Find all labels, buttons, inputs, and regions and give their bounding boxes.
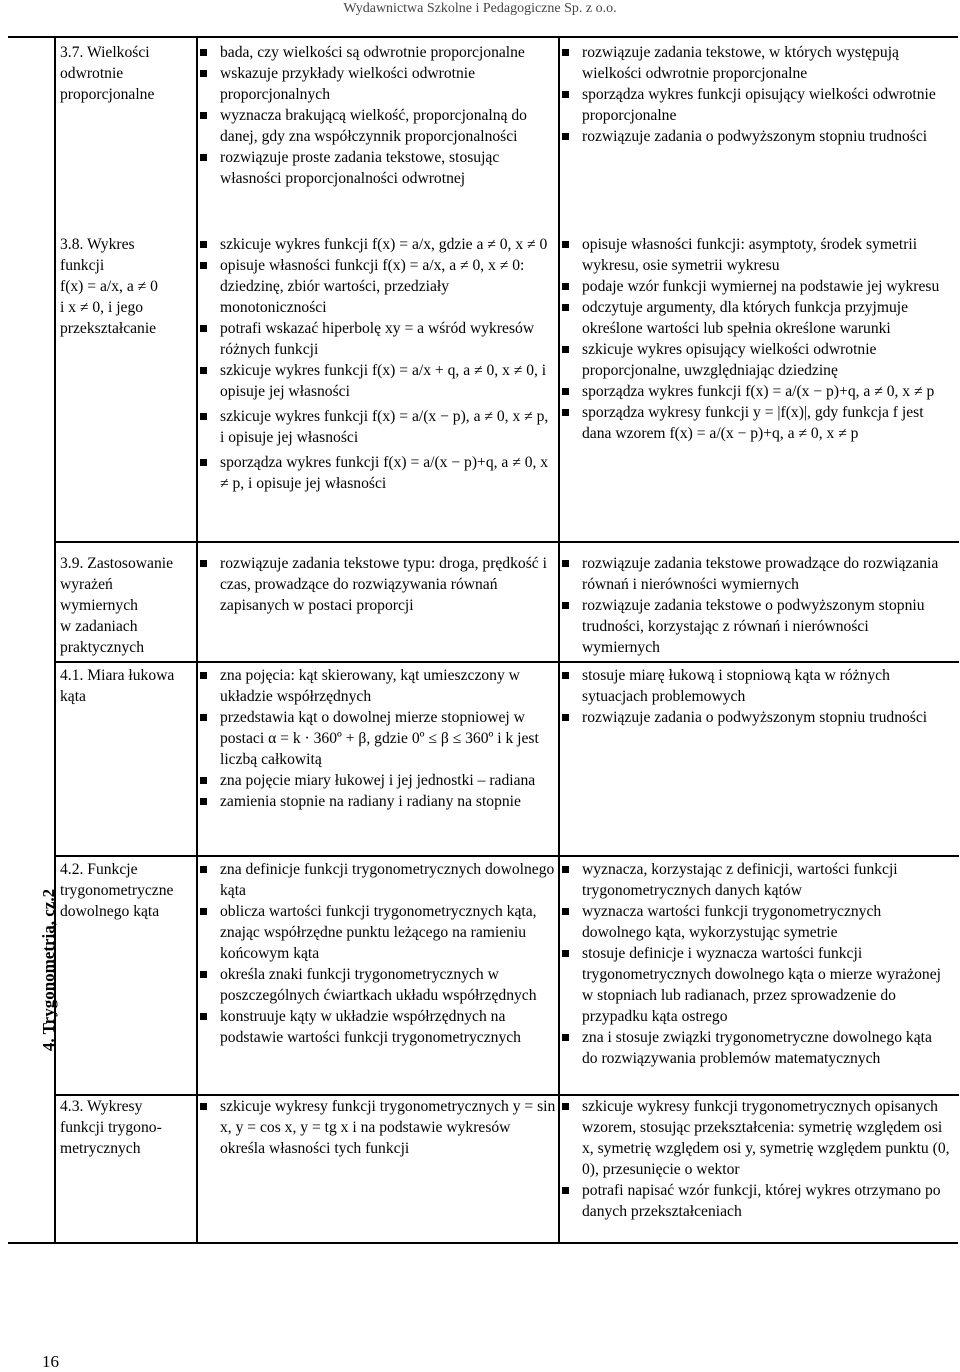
topic-line: w zadaniach	[60, 618, 138, 635]
requirement-item: opisuje własności funkcji f(x) = a/x, a ≠ 0, x ≠ 0: dziedzinę, zbiór wartości, przedziały monotoniczności	[198, 255, 556, 318]
topic-line: f(x) = a/x, a ≠ 0	[60, 278, 158, 295]
requirement-item: szkicuje wykres opisujący wielkości odwrotnie proporcjonalne, uwzględniając dziedzinę	[560, 339, 950, 381]
requirement-item: wyznacza, korzystając z definicji, wartości funkcji trygonometrycznych danych kątów	[560, 859, 950, 901]
requirement-item: rozwiązuje zadania tekstowe, w których występują wielkości odwrotnie proporcjonalne	[560, 42, 950, 84]
topic-line: wymiernych	[60, 597, 138, 614]
requirement-item: przedstawia kąt o dowolnej mierze stopniowej w postaci α = k · 360º + β, gdzie 0º ≤ β ≤ 360º i k jest liczbą całkowitą	[198, 707, 556, 770]
extended-requirements-cell	[560, 859, 950, 1069]
topic-line: funkcji	[60, 257, 105, 274]
topic-cell	[60, 1096, 196, 1159]
requirement-item: rozwiązuje zadania tekstowe typu: droga, prędkość i czas, prowadzące do rozwiązywania równań zapisanych w postaci proporcji	[198, 553, 556, 616]
requirement-item: sporządza wykres funkcji f(x) = a/(x − p)+q, a ≠ 0, x ≠ p	[560, 381, 950, 402]
requirement-item: sporządza wykres funkcji opisujący wielkości odwrotnie proporcjonalne	[560, 84, 950, 126]
topic-line: 3.7. Wielkości	[60, 44, 150, 61]
requirement-item: podaje wzór funkcji wymiernej na podstawie jej wykresu	[560, 276, 950, 297]
topic-line: 3.8. Wykres	[60, 236, 135, 253]
requirement-item: szkicuje wykres funkcji f(x) = a/x, gdzie a ≠ 0, x ≠ 0	[198, 234, 556, 255]
topic-cell	[60, 665, 196, 707]
requirement-item: rozwiązuje zadania tekstowe o podwyższonym stopniu trudności, korzystając z równań i nierówności wymiernych	[560, 595, 950, 658]
basic-requirements-cell	[198, 42, 556, 189]
requirement-item: szkicuje wykres funkcji f(x) = a/x + q, a ≠ 0, x ≠ 0, i opisuje jej własności	[198, 360, 556, 402]
topic-line: 4.1. Miara łukowa	[60, 667, 175, 684]
topic-line: funkcji trygono-	[60, 1119, 162, 1136]
requirement-item: sporządza wykres funkcji f(x) = a/(x − p)+q, a ≠ 0, x ≠ p, i opisuje jej własności	[198, 452, 556, 494]
topic-line: 4.3. Wykresy	[60, 1098, 143, 1115]
basic-requirements-cell	[198, 665, 556, 812]
requirement-item: rozwiązuje zadania o podwyższonym stopniu trudności	[560, 707, 950, 728]
topic-cell	[60, 553, 196, 658]
requirement-item: potrafi wskazać hiperbolę xy = a wśród wykresów różnych funkcji	[198, 318, 556, 360]
extended-requirements-cell	[560, 1096, 950, 1222]
row-separator	[54, 661, 959, 663]
requirement-item: zna pojęcie miary łukowej i jej jednostki – radiana	[198, 770, 556, 791]
section-label: 4. Trygonometria, cz.2	[39, 888, 58, 1052]
requirement-item: opisuje własności funkcji: asymptoty, środek symetrii wykresu, osie symetrii wykresu	[560, 234, 950, 276]
page-number: 16	[42, 1352, 59, 1371]
extended-requirements-cell	[560, 553, 950, 658]
requirement-item: sporządza wykresy funkcji y = |f(x)|, gdy funkcja f jest dana wzorem f(x) = a/(x − p)+q, a ≠ 0, x ≠ p	[560, 402, 950, 444]
requirement-item: szkicuje wykresy funkcji trygonometrycznych opisanych wzorem, stosując przekształcenia: symetrię względem osi x, symetrię względem osi y, symetrię względem punktu (0, 0), przesunięcie o wektor	[560, 1096, 950, 1180]
requirement-item: wskazuje przykłady wielkości odwrotnie proporcjonalnych	[198, 63, 556, 105]
extended-requirements-cell	[560, 234, 950, 444]
topic-line: kąta	[60, 688, 86, 705]
topic-line: przekształcanie	[60, 320, 157, 337]
topic-line: odwrotnie	[60, 65, 124, 82]
publisher-header: Wydawnictwa Szkolne i Pedagogiczne Sp. z o.o.	[343, 1, 617, 16]
requirement-item: rozwiązuje zadania tekstowe prowadzące do rozwiązania równań i nierówności wymiernych	[560, 553, 950, 595]
requirement-item: zna i stosuje związki trygonometryczne dowolnego kąta do rozwiązywania problemów matematycznych	[560, 1027, 950, 1069]
requirement-item: szkicuje wykresy funkcji trygonometrycznych y = sin x, y = cos x, y = tg x i na podstawie wykresów określa własności tych funkcji	[198, 1096, 556, 1159]
topic-line: praktycznych	[60, 639, 144, 656]
requirement-item: bada, czy wielkości są odwrotnie proporcjonalne	[198, 42, 556, 63]
extended-requirements-cell	[560, 42, 950, 147]
topic-line: dowolnego kąta	[60, 903, 160, 920]
requirement-item: określa znaki funkcji trygonometrycznych w poszczególnych ćwiartkach układu współrzędnych	[198, 964, 556, 1006]
topic-line: trygonometryczne	[60, 882, 174, 899]
requirement-item: rozwiązuje zadania o podwyższonym stopniu trudności	[560, 126, 950, 147]
requirement-item: odczytuje argumenty, dla których funkcja przyjmuje określone wartości lub spełnia określone warunki	[560, 297, 950, 339]
row-separator	[54, 855, 959, 857]
basic-requirements-cell	[198, 234, 556, 494]
topic-line: 4.2. Funkcje	[60, 861, 138, 878]
requirement-item: stosuje miarę łukową i stopniową kąta w różnych sytuacjach problemowych	[560, 665, 950, 707]
topic-line: wyrażeń	[60, 576, 113, 593]
basic-requirements-cell	[198, 553, 556, 616]
basic-requirements-cell	[198, 859, 556, 1048]
requirement-item: zna definicje funkcji trygonometrycznych dowolnego kąta	[198, 859, 556, 901]
topic-cell	[60, 234, 196, 339]
requirement-item: konstruuje kąty w układzie współrzędnych na podstawie wartości funkcji trygonometrycznych	[198, 1006, 556, 1048]
row-separator	[54, 541, 959, 543]
topic-line: 3.9. Zastosowanie	[60, 555, 174, 572]
requirement-item: wyznacza wartości funkcji trygonometrycznych dowolnego kąta, wykorzystując symetrie	[560, 901, 950, 943]
topic-line: proporcjonalne	[60, 86, 155, 103]
requirement-item: zna pojęcia: kąt skierowany, kąt umieszczony w układzie współrzędnych	[198, 665, 556, 707]
extended-requirements-cell	[560, 665, 950, 728]
topic-line: metrycznych	[60, 1140, 141, 1157]
topic-cell	[60, 42, 196, 105]
requirement-item: zamienia stopnie na radiany i radiany na stopnie	[198, 791, 556, 812]
requirement-item: wyznacza brakującą wielkość, proporcjonalną do danej, gdy zna współczynnik proporcjonalności	[198, 105, 556, 147]
requirement-item: potrafi napisać wzór funkcji, której wykres otrzymano po danych przekształceniach	[560, 1180, 950, 1222]
requirement-item: szkicuje wykres funkcji f(x) = a/(x − p), a ≠ 0, x ≠ p, i opisuje jej własności	[198, 406, 556, 448]
topic-cell	[60, 859, 196, 922]
requirement-item: stosuje definicje i wyznacza wartości funkcji trygonometrycznych dowolnego kąta o mierze wyrażonej w stopniach lub radianach, przez sprowadzenie do przypadku kąta ostrego	[560, 943, 950, 1027]
column-divider-2	[196, 36, 198, 1242]
basic-requirements-cell	[198, 1096, 556, 1159]
requirement-item: oblicza wartości funkcji trygonometrycznych kąta, znając współrzędne punktu leżącego na ramieniu końcowym kąta	[198, 901, 556, 964]
requirement-item: rozwiązuje proste zadania tekstowe, stosując własności proporcjonalności odwrotnej	[198, 147, 556, 189]
topic-line: i x ≠ 0, i jego	[60, 299, 144, 316]
